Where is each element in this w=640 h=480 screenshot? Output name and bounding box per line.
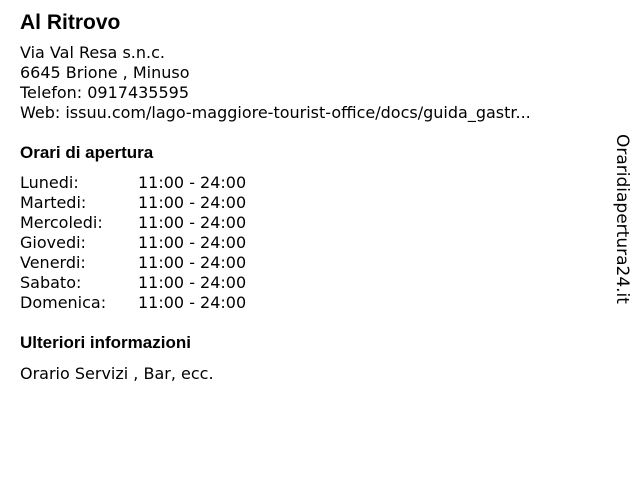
opening-hours-heading: Orari di apertura [20,143,154,162]
hours-row-saturday [20,273,600,293]
opening-hours-table [20,173,600,313]
time-range: 11:00 - 24:00 [138,173,247,192]
hours-row-wednesday [20,213,600,233]
time-range: 11:00 - 24:00 [138,233,247,252]
site-brand-watermark: Oraridiapertura24.it [612,134,632,304]
day-label: Martedi: [20,193,87,212]
day-label: Lunedi: [20,173,79,192]
street-address: Via Val Resa s.n.c. [20,43,165,62]
day-label: Sabato: [20,273,82,292]
time-range: 11:00 - 24:00 [138,273,247,292]
time-range: 11:00 - 24:00 [138,213,247,232]
hours-row-sunday [20,293,600,313]
hours-row-tuesday [20,193,600,213]
time-range: 11:00 - 24:00 [138,253,247,272]
additional-info-text: Orario Servizi , Bar, ecc. [20,364,214,383]
day-label: Domenica: [20,293,107,312]
phone-line: Telefon: 0917435595 [20,83,190,102]
city-line: 6645 Brione , Minuso [20,63,190,82]
time-range: 11:00 - 24:00 [138,293,247,312]
time-range: 11:00 - 24:00 [138,193,247,212]
business-card [20,10,600,384]
website-line: Web: issuu.com/lago-maggiore-tourist-office/docs/guida_gastr... [20,103,531,122]
hours-row-monday [20,173,600,193]
hours-row-friday [20,253,600,273]
day-label: Mercoledi: [20,213,103,232]
business-name: Al Ritrovo [20,11,121,34]
day-label: Venerdi: [20,253,86,272]
hours-row-thursday [20,233,600,253]
business-address [20,43,600,123]
additional-info-heading: Ulteriori informazioni [20,333,191,352]
day-label: Giovedi: [20,233,86,252]
